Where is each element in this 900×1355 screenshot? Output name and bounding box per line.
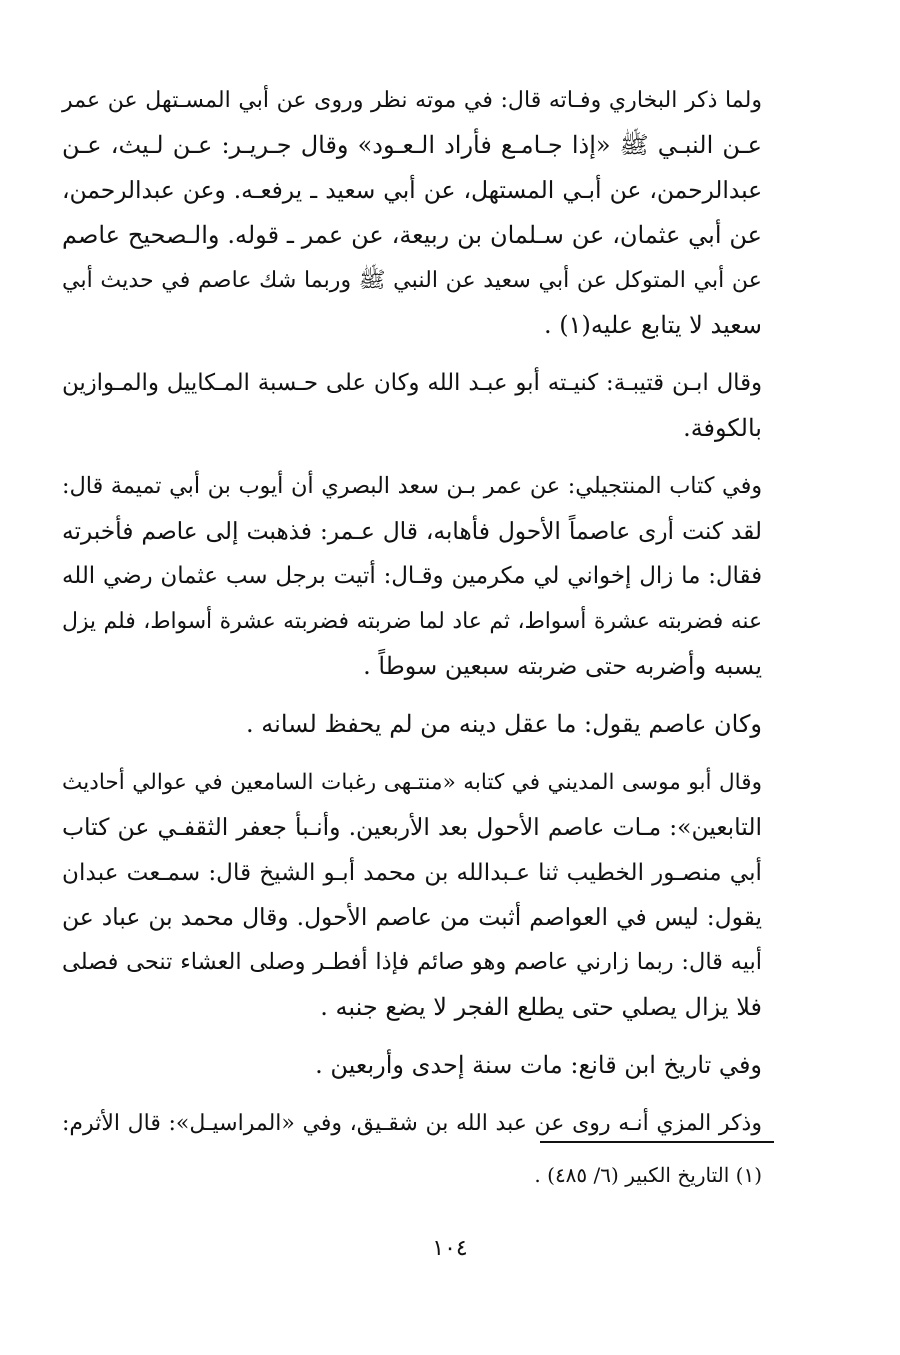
page-body xyxy=(62,78,762,1159)
text-line: لقد كنت أرى عاصماً الأحول فأهابه، قال عـمر: فذهبت إلى عاصم فأخبرته xyxy=(62,518,762,545)
text-line: عن أبي عثمان، عن سـلمان بن ربيعة، عن عمر ـ قوله. والـصحيح عاصم xyxy=(62,221,762,249)
text-line: عبدالرحمن، عن أبـي المستهل، عن أبي سعيد ـ يرفعـه. وعن عبدالرحمن، xyxy=(62,177,762,204)
text-line: وذكر المزي أنـه روى عن عبد الله بن شقـيق، وفي «المراسيـل»: قال الأثرم: xyxy=(62,1111,762,1136)
footnote-divider xyxy=(540,1141,774,1143)
text-line: أبيه قال: ربما زارني عاصم وهو صائم فإذا أفطـر وصلى العشاء تنحى فصلى xyxy=(62,949,762,975)
paragraph-asim-saying xyxy=(62,702,762,747)
text-line: عـن النبـي ﷺ «إذا جـامـع فأراد الـعـود» وقال جـريـر: عـن لـيث، عـن xyxy=(62,131,762,159)
text-line: بالكوفة. xyxy=(683,414,762,442)
footnote: (١) التاريخ الكبير (٦/ ٤٨٥) . xyxy=(534,1163,762,1187)
text-line: وفي تاريخ ابن قانع: مات سنة إحدى وأربعين . xyxy=(315,1051,762,1079)
text-line: يسبه وأضربه حتى ضربته سبعين سوطاً . xyxy=(363,652,762,680)
paragraph-abu-musa xyxy=(62,760,762,1030)
text-line: يقول: ليس في العواصم أثبت من عاصم الأحول. وقال محمد بن عباد عن xyxy=(62,903,762,931)
paragraph-mizzi xyxy=(62,1101,762,1146)
text-line: عنه فضربته عشرة أسواط، ثم عاد لما ضربته فضربته عشرة أسواط، فلم يزل xyxy=(62,609,762,634)
text-line: وكان عاصم يقول: ما عقل دينه من لم يحفظ لسانه . xyxy=(246,710,762,738)
text-line: ولما ذكر البخاري وفـاته قال: في موته نظر وروى عن أبي المسـتهل عن عمر xyxy=(62,87,762,113)
text-line: وقال أبو موسى المديني في كتابه «منتـهى رغبات السامعين في عوالي أحاديث xyxy=(62,770,762,795)
text-line: فلا يزال يصلي حتى يطلع الفجر لا يضع جنبه . xyxy=(320,993,762,1021)
paragraph-ibn-qani xyxy=(62,1043,762,1088)
text-line: سعيد لا يتابع عليه(١) . xyxy=(543,311,762,339)
paragraph-muntajili xyxy=(62,464,762,689)
text-line: عن أبي المتوكل عن أبي سعيد عن النبي ﷺ وربما شك عاصم في حديث أبي xyxy=(62,267,762,293)
text-line: وقال ابـن قتيبـة: كنيـته أبو عبـد الله وكان على حـسبة المـكاييل والمـوازين xyxy=(62,370,762,396)
paragraph-bukhari xyxy=(62,78,762,348)
page-number: ١٠٤ xyxy=(432,1236,468,1261)
text-line: فقال: ما زال إخواني لي مكرمين وقـال: أتيت برجل سب عثمان رضي الله xyxy=(62,563,762,589)
text-line: وفي كتاب المنتجيلي: عن عمر بـن سعد البصري أن أيوب بن أبي تميمة قال: xyxy=(62,473,762,499)
text-line: أبي منصـور الخطيب ثنا عـبدالله بن محمد أبـو الشيخ قال: سمـعت عبدان xyxy=(62,859,762,886)
paragraph-ibn-qutayba xyxy=(62,361,762,451)
text-line: التابعين»: مـات عاصم الأحول بعد الأربعين. وأنـبأ جعفر الثقفـي عن كتاب xyxy=(62,813,762,841)
